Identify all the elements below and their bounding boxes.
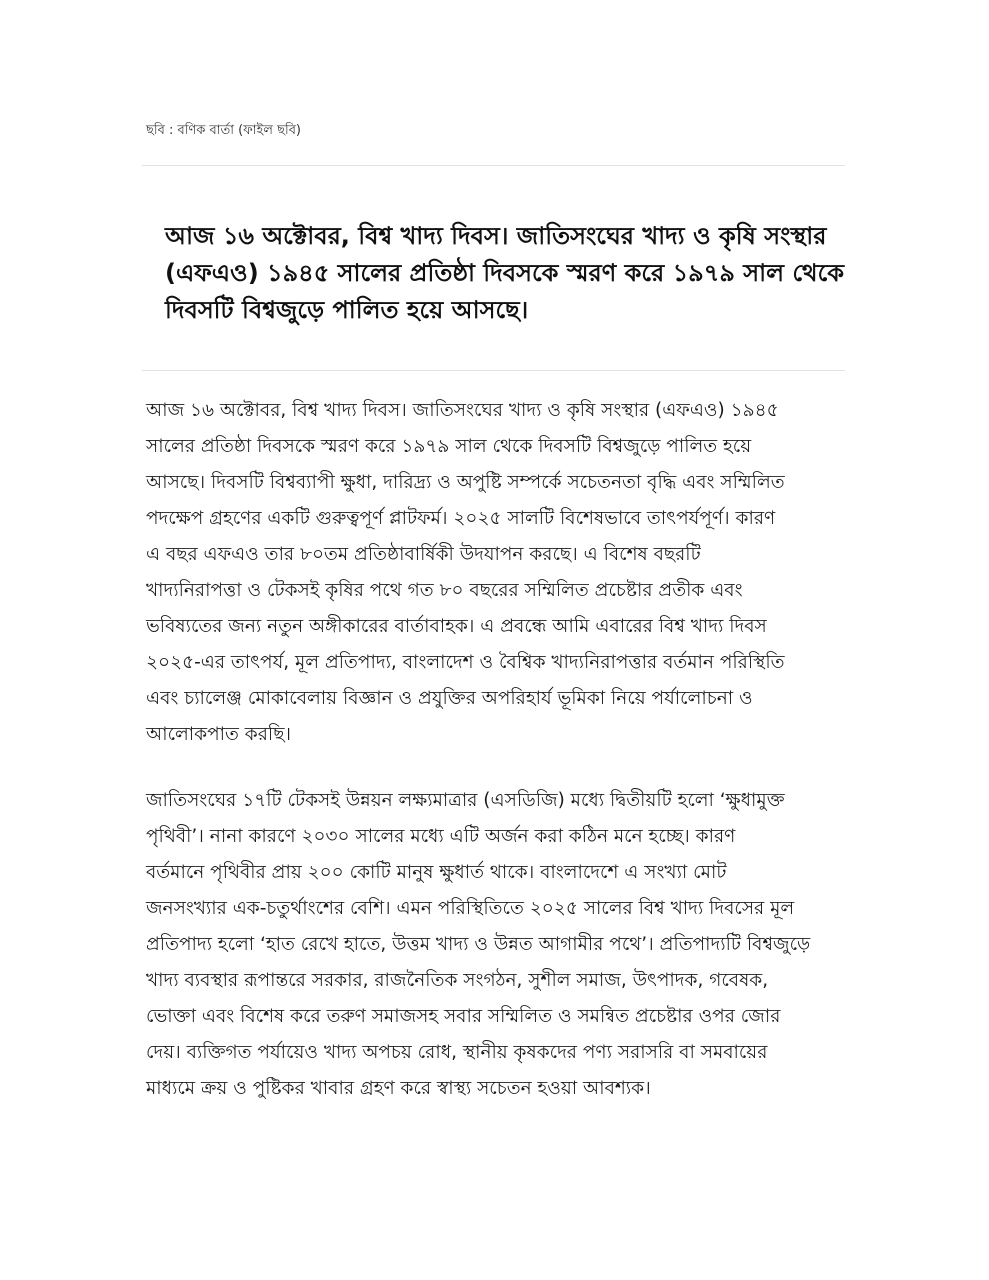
paragraph-line: আজ ১৬ অক্টোবর, বিশ্ব খাদ্য দিবস। জাতিসংঘের খাদ্য ও কৃষি সংস্থার (এফএও) ১৯৪৫	[146, 400, 779, 421]
paragraph-line: খাদ্য ব্যবস্থার রূপান্তরে সরকার, রাজনৈতিক সংগঠন, সুশীল সমাজ, উৎপাদক, গবেষক,	[146, 970, 769, 991]
paragraph-line: বর্তমানে পৃথিবীর প্রায় ২০০ কোটি মানুষ ক্ষুধার্ত থাকে। বাংলাদেশে এ সংখ্যা মোট	[146, 862, 727, 883]
paragraph-line: দেয়। ব্যক্তিগত পর্যায়েও খাদ্য অপচয় রোধ, স্থানীয় কৃষকদের পণ্য সরাসরি বা সমবায়ের	[146, 1042, 768, 1063]
paragraph-line: এবং চ্যালেঞ্জ মোকাবেলায় বিজ্ঞান ও প্রযুক্তির অপরিহার্য ভূমিকা নিয়ে পর্যালোচনা ও	[146, 688, 753, 709]
paragraph-line: আলোকপাত করছি।	[146, 724, 292, 745]
paragraph-line: জনসংখ্যার এক-চতুর্থাংশের বেশি। এমন পরিস্থিতিতে ২০২৫ সালের বিশ্ব খাদ্য দিবসের মূল	[146, 898, 795, 919]
body-paragraph-2	[146, 783, 846, 1107]
paragraph-line: পদক্ষেপ গ্রহণের একটি গুরুত্বপূর্ণ প্লাটফর্ম। ২০২৫ সালটি বিশেষভাবে তাৎপর্যপূর্ণ। কারণ	[146, 508, 776, 529]
headline-line: আজ ১৬ অক্টোবর, বিশ্ব খাদ্য দিবস। জাতিসংঘের খাদ্য ও কৃষি সংস্থার	[165, 222, 827, 250]
paragraph-line: সালের প্রতিষ্ঠা দিবসকে স্মরণ করে ১৯৭৯ সাল থেকে দিবসটি বিশ্বজুড়ে পালিত হয়ে	[146, 436, 752, 457]
paragraph-line: ভোক্তা এবং বিশেষ করে তরুণ সমাজসহ সবার সম্মিলিত ও সমন্বিত প্রচেষ্টার ওপর জোর	[146, 1006, 781, 1027]
paragraph-line: ভবিষ্যতের জন্য নতুন অঙ্গীকারের বার্তাবাহক। এ প্রবন্ধে আমি এবারের বিশ্ব খাদ্য দিবস	[146, 616, 767, 637]
paragraph-line: ২০২৫-এর তাৎপর্য, মূল প্রতিপাদ্য, বাংলাদেশ ও বৈশ্বিক খাদ্যনিরাপত্তার বর্তমান পরিস্থিতি	[146, 652, 785, 673]
headline-line: (এফএও) ১৯৪৫ সালের প্রতিষ্ঠা দিবসকে স্মরণ করে ১৯৭৯ সাল থেকে	[165, 259, 845, 287]
body-paragraph-1	[146, 393, 846, 753]
paragraph-line: আসছে। দিবসটি বিশ্বব্যাপী ক্ষুধা, দারিদ্র্য ও অপুষ্টি সম্পর্কে সচেতনতা বৃদ্ধি এবং সম্মিলিত	[146, 472, 785, 493]
article-headline	[165, 218, 845, 329]
headline-line: দিবসটি বিশ্বজুড়ে পালিত হয়ে আসছে।	[165, 296, 529, 324]
divider-bottom	[142, 370, 845, 371]
paragraph-line: মাধ্যমে ক্রয় ও পুষ্টিকর খাবার গ্রহণ করে স্বাস্থ্য সচেতন হওয়া আবশ্যক।	[146, 1078, 651, 1099]
paragraph-line: জাতিসংঘের ১৭টি টেকসই উন্নয়ন লক্ষ্যমাত্রার (এসডিজি) মধ্যে দ্বিতীয়টি হলো ‘ক্ষুধামুক্ত	[146, 790, 785, 811]
paragraph-line: প্রতিপাদ্য হলো ‘হাত রেখে হাতে, উত্তম খাদ্য ও উন্নত আগামীর পথে’। প্রতিপাদ্যটি বিশ্বজুড়ে	[146, 934, 811, 955]
image-caption: ছবি : বণিক বার্তা (ফাইল ছবি)	[146, 123, 302, 138]
paragraph-line: এ বছর এফএও তার ৮০তম প্রতিষ্ঠাবার্ষিকী উদযাপন করছে। এ বিশেষ বছরটি	[146, 544, 701, 565]
divider-top	[142, 165, 845, 166]
paragraph-line: খাদ্যনিরাপত্তা ও টেকসই কৃষির পথে গত ৮০ বছরের সম্মিলিত প্রচেষ্টার প্রতীক এবং	[146, 580, 743, 601]
paragraph-line: পৃথিবী’। নানা কারণে ২০৩০ সালের মধ্যে এটি অর্জন করা কঠিন মনে হচ্ছে। কারণ	[146, 826, 736, 847]
